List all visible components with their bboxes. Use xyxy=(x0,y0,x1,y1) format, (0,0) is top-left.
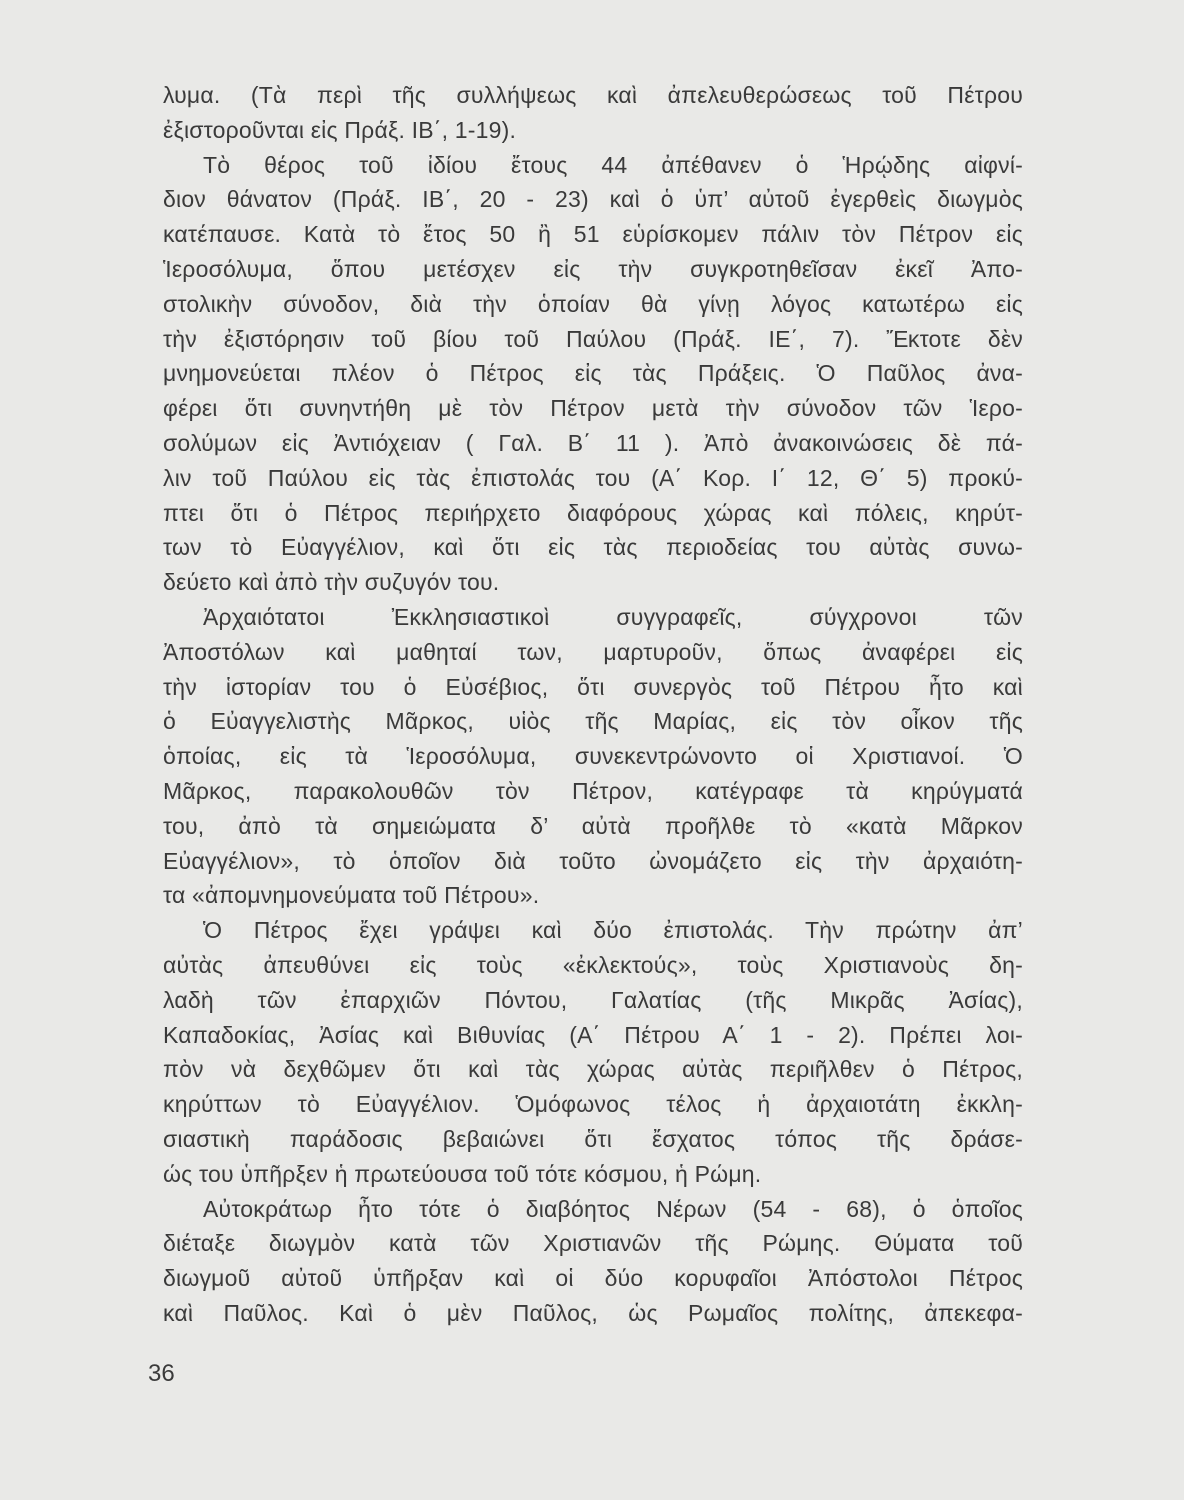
text-line: ώς του ὑπῆρξεν ἡ πρωτεύουσα τοῦ τότε κόσμου, ἡ Ρώμη. xyxy=(163,1160,762,1187)
text-line: Ὁ Πέτρος ἔχει γράψει καὶ δύο ἐπιστολάς. Τὴν πρώτην ἀπ’ xyxy=(203,917,1023,944)
text-line: Καπαδοκίας, Ἀσίας καὶ Βιθυνίας (Α΄ Πέτρου Α΄ 1 - 2). Πρέπει λοι- xyxy=(163,1021,1023,1048)
text-line: μνημονεύεται πλέον ὁ Πέτρος εἰς τὰς Πράξεις. Ὁ Παῦλος ἀνα- xyxy=(163,360,1023,387)
text-line: φέρει ὅτι συνηντήθη μὲ τὸν Πέτρον μετὰ τὴν σύνοδον τῶν Ἱερο- xyxy=(163,395,1023,422)
text-line: αὐτὰς ἀπευθύνει εἰς τοὺς «ἐκλεκτούς», τοὺς Χριστιανοὺς δη- xyxy=(163,951,1023,978)
text-line: διον θάνατον (Πράξ. ΙΒ΄, 20 - 23) καὶ ὁ ὑπ’ αὐτοῦ ἐγερθεὶς διωγμὸς xyxy=(163,186,1023,213)
text-line: των τὸ Εὐαγγέλιον, καὶ ὅτι εἰς τὰς περιοδείας του αὐτὰς συνω- xyxy=(163,534,1023,561)
text-line: Μᾶρκος, παρακολουθῶν τὸν Πέτρον, κατέγραφε τὰ κηρύγματά xyxy=(163,777,1023,804)
text-line: Τὸ θέρος τοῦ ἰδίου ἔτους 44 ἀπέθανεν ὁ Ἡρῴδης αἰφνί- xyxy=(203,151,1023,178)
text-line: καὶ Παῦλος. Καὶ ὁ μὲν Παῦλος, ὡς Ρωμαῖος πολίτης, ἀπεκεφα- xyxy=(163,1299,1023,1326)
text-line: τὴν ἐξιστόρησιν τοῦ βίου τοῦ Παύλου (Πράξ. ΙΕ΄, 7). Ἔκτοτε δὲν xyxy=(163,325,1023,352)
text-line: του, ἀπὸ τὰ σημειώματα δ’ αὐτὰ προῆλθε τὸ «κατὰ Μᾶρκον xyxy=(163,812,1023,839)
text-line: Εὐαγγέλιον», τὸ ὁποῖον διὰ τοῦτο ὠνομάζετο εἰς τὴν ἀρχαιότη- xyxy=(163,847,1023,874)
text-line: Ἀρχαιότατοι Ἐκκλησιαστικοὶ συγγραφεῖς, σύγχρονοι τῶν xyxy=(203,603,1023,630)
text-line: κηρύττων τὸ Εὐαγγέλιον. Ὁμόφωνος τέλος ἡ ἀρχαιοτάτη ἐκκλη- xyxy=(163,1091,1023,1118)
text-line: τα «ἀπομνημονεύματα τοῦ Πέτρου». xyxy=(163,882,540,909)
text-line: λαδὴ τῶν ἐπαρχιῶν Πόντου, Γαλατίας (τῆς Μικρᾶς Ἀσίας), xyxy=(163,986,1023,1013)
text-line: κατέπαυσε. Κατὰ τὸ ἔτος 50 ἢ 51 εὑρίσκομεν πάλιν τὸν Πέτρον εἰς xyxy=(163,221,1023,248)
text-line: λυμα. (Τὰ περὶ τῆς συλλήψεως καὶ ἀπελευθερώσεως τοῦ Πέτρου xyxy=(163,82,1023,108)
text-line: λιν τοῦ Παύλου εἰς τὰς ἐπιστολάς του (Α΄ Κορ. Ι΄ 12, Θ΄ 5) προκύ- xyxy=(163,464,1023,491)
text-line: Ἱεροσόλυμα, ὅπου μετέσχεν εἰς τὴν συγκροτηθεῖσαν ἐκεῖ Ἀπο- xyxy=(163,255,1023,282)
text-line: σιαστικὴ παράδοσις βεβαιώνει ὅτι ἔσχατος τόπος τῆς δράσε- xyxy=(163,1125,1023,1152)
text-line: ἐξιστοροῦνται εἰς Πράξ. ΙΒ΄, 1-19). xyxy=(163,116,517,143)
text-line: σολύμων εἰς Ἀντιόχειαν ( Γαλ. Β΄ 11 ). Ἀπὸ ἀνακοινώσεις δὲ πά- xyxy=(163,429,1023,456)
text-line: Ἀποστόλων καὶ μαθηταί των, μαρτυροῦν, ὅπως ἀναφέρει εἰς xyxy=(163,638,1023,665)
text-line: ὁ Εὐαγγελιστὴς Μᾶρκος, υἱὸς τῆς Μαρίας, εἰς τὸν οἶκον τῆς xyxy=(163,708,1023,735)
text-line: διέταξε διωγμὸν κατὰ τῶν Χριστιανῶν τῆς Ρώμης. Θύματα τοῦ xyxy=(163,1230,1023,1257)
text-line: πὸν νὰ δεχθῶμεν ὅτι καὶ τὰς χώρας αὐτὰς περιῆλθεν ὁ Πέτρος, xyxy=(163,1056,1023,1083)
text-line: δεύετο καὶ ἀπὸ τὴν συζυγόν του. xyxy=(163,569,500,596)
text-line: διωγμοῦ αὐτοῦ ὑπῆρξαν καὶ οἱ δύο κορυφαῖοι Ἀπόστολοι Πέτρος xyxy=(163,1265,1023,1292)
text-line: ὁποίας, εἰς τὰ Ἱεροσόλυμα, συνεκεντρώνοντο οἱ Χριστιανοί. Ὁ xyxy=(163,743,1023,770)
text-line: Αὐτοκράτωρ ἦτο τότε ὁ διαβόητος Νέρων (54 - 68), ὁ ὁποῖος xyxy=(203,1195,1023,1222)
text-line: τὴν ἱστορίαν του ὁ Εὐσέβιος, ὅτι συνεργὸς τοῦ Πέτρου ἦτο καὶ xyxy=(163,673,1023,700)
page-body-text xyxy=(163,78,1023,1331)
text-line: πτει ὅτι ὁ Πέτρος περιήρχετο διαφόρους χώρας καὶ πόλεις, κηρύτ- xyxy=(163,499,1023,526)
page-number: 36 xyxy=(148,1360,175,1387)
text-line: στολικὴν σύνοδον, διὰ τὴν ὁποίαν θὰ γίνῃ λόγος κατωτέρω εἰς xyxy=(163,290,1023,317)
